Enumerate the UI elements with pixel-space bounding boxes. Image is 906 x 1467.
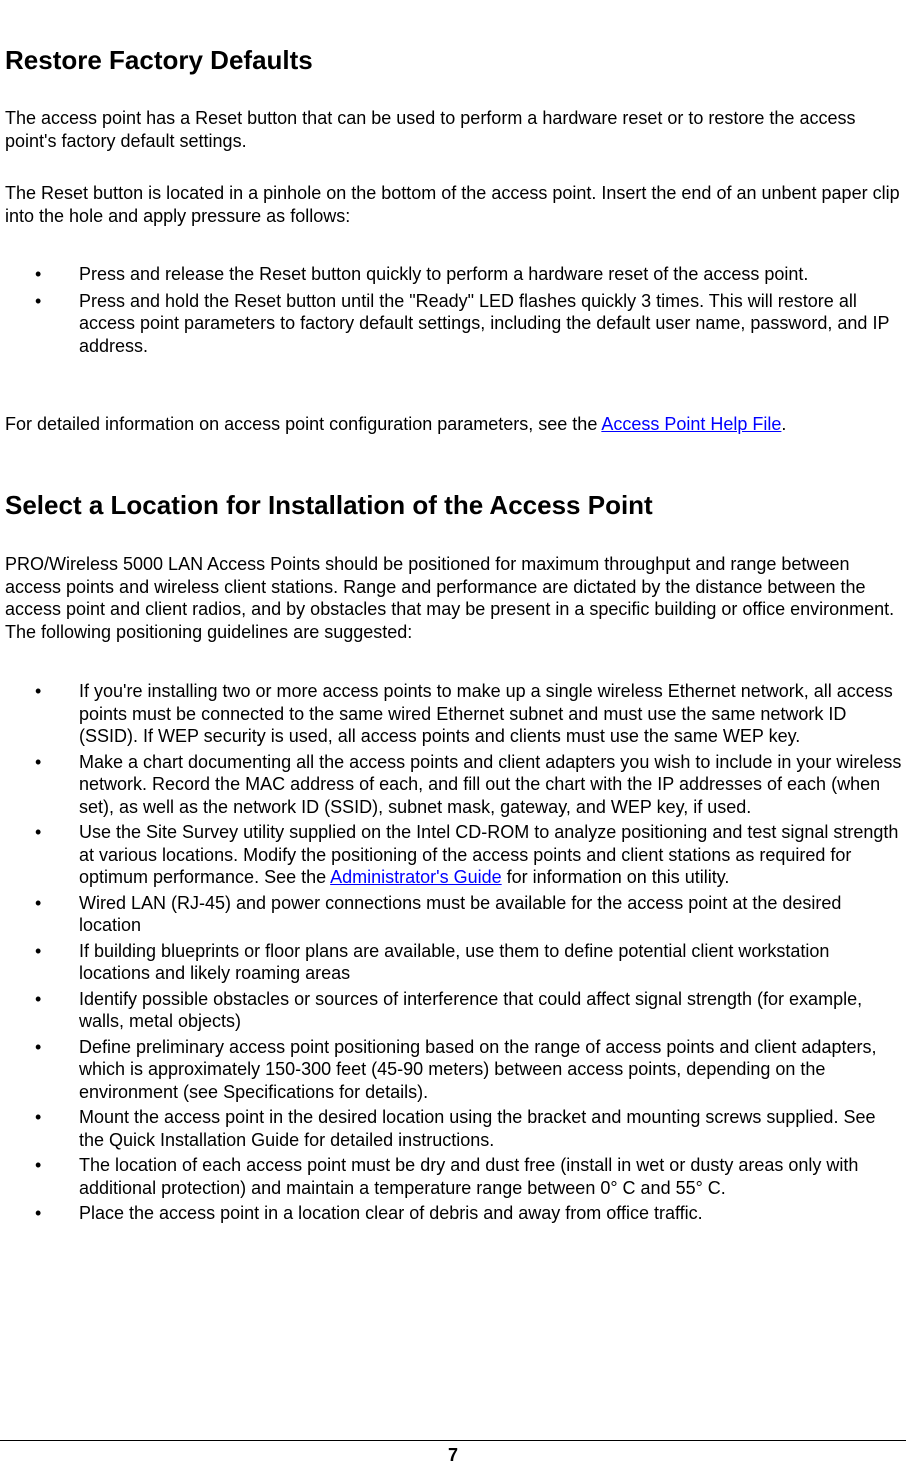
list-item xyxy=(5,1154,903,1199)
footer-divider xyxy=(0,1440,906,1441)
help-file-suffix: . xyxy=(781,414,787,434)
list-item-text: Mount the access point in the desired location using the bracket and mounting screws supplied. See the Quick Installation Guide for detailed instructions. xyxy=(79,1107,876,1150)
bullet-icon: • xyxy=(35,988,42,1009)
bullet-icon: • xyxy=(35,681,42,701)
list-item xyxy=(5,680,903,748)
location-heading: Select a Location for Installation of the Access Point xyxy=(5,490,653,520)
list-item xyxy=(5,751,903,819)
access-point-help-file-link[interactable]: Access Point Help File xyxy=(601,414,782,434)
list-item xyxy=(5,1202,903,1225)
reset-intro-paragraph: The access point has a Reset button that can be used to perform a hardware reset or to restore the access point's factory default settings. xyxy=(5,108,856,151)
list-item-text: If you're installing two or more access points to make up a single wireless Ethernet network, all access points must be connected to the same wired Ethernet subnet and must use the same network ID (SSID). If WEP security is used, all access points and clients must use the same WEP key. xyxy=(79,681,893,746)
administrators-guide-link[interactable]: Administrator's Guide xyxy=(330,867,502,887)
bullet-icon: • xyxy=(35,822,42,842)
bullet-icon: • xyxy=(35,1036,42,1057)
positioning-guidelines-list xyxy=(5,680,903,1225)
bullet-icon: • xyxy=(35,940,42,961)
list-item-text: Define preliminary access point positioning based on the range of access points and client adapters, which is approximately 150-300 feet (45-90 meters) between access points, depending on the environment (see Specifications for details). xyxy=(79,1036,877,1102)
list-item-text: The location of each access point must be dry and dust free (install in wet or dusty areas only with additional protection) and maintain a temperature range between 0° C and 55° C. xyxy=(79,1155,859,1198)
page-number: 7 xyxy=(447,1445,458,1465)
bullet-icon: • xyxy=(35,1203,42,1223)
site-survey-text: Use the Site Survey utility supplied on the Intel CD-ROM to analyze positioning and test signal strength at various locations. Modify the positioning of the access points and client stations as required for optimum performance. See the xyxy=(79,822,899,887)
list-item xyxy=(5,263,903,286)
help-file-prefix: For detailed information on access point configuration parameters, see the xyxy=(5,414,602,434)
site-survey-suffix: for information on this utility. xyxy=(501,867,730,887)
help-file-paragraph xyxy=(5,413,900,436)
restore-defaults-heading: Restore Factory Defaults xyxy=(5,45,313,75)
list-item-text: Wired LAN (RJ-45) and power connections must be available for the access point at the desired location xyxy=(79,892,842,935)
list-item-text: Press and release the Reset button quickly to perform a hardware reset of the access point. xyxy=(79,264,809,284)
list-item-text xyxy=(79,822,898,887)
positioning-intro-paragraph: PRO/Wireless 5000 LAN Access Points should be positioned for maximum throughput and range between access points and wireless client stations. Range and performance are dictated by the distance between the access point and client radios, and by obstacles that may be present in a specific building or office environment. The following positioning guidelines are suggested: xyxy=(5,554,895,642)
list-item-text: Identify possible obstacles or sources of interference that could affect signal strength (for example, walls, metal objects) xyxy=(79,988,863,1031)
list-item-text: Place the access point in a location clear of debris and away from office traffic. xyxy=(79,1203,703,1223)
reset-bullet-list xyxy=(5,263,903,357)
list-item xyxy=(5,821,903,889)
bullet-icon: • xyxy=(35,892,42,913)
list-item xyxy=(5,1036,903,1104)
list-item xyxy=(5,892,903,937)
list-item xyxy=(5,1106,903,1151)
list-item xyxy=(5,290,903,358)
list-item-text: Press and hold the Reset button until the "Ready" LED flashes quickly 3 times. This will restore all access point parameters to factory default settings, including the default user name, password, and IP address. xyxy=(79,290,890,356)
list-item-text: If building blueprints or floor plans are available, use them to define potential client workstation locations and likely roaming areas xyxy=(79,940,830,983)
list-item xyxy=(5,988,903,1033)
bullet-icon: • xyxy=(35,290,42,311)
reset-location-paragraph: The Reset button is located in a pinhole on the bottom of the access point. Insert the end of an unbent paper clip into the hole and apply pressure as follows: xyxy=(5,183,900,226)
bullet-icon: • xyxy=(35,751,42,772)
bullet-icon: • xyxy=(35,264,42,284)
bullet-icon: • xyxy=(35,1155,42,1175)
list-item-text: Make a chart documenting all the access points and client adapters you wish to include in your wireless network. Record the MAC address of each, and fill out the chart with the IP addresses of each (when set), as well as the network ID (SSID), subnet mask, gateway, and WEP key, if used. xyxy=(79,751,902,817)
list-item xyxy=(5,940,903,985)
bullet-icon: • xyxy=(35,1107,42,1127)
